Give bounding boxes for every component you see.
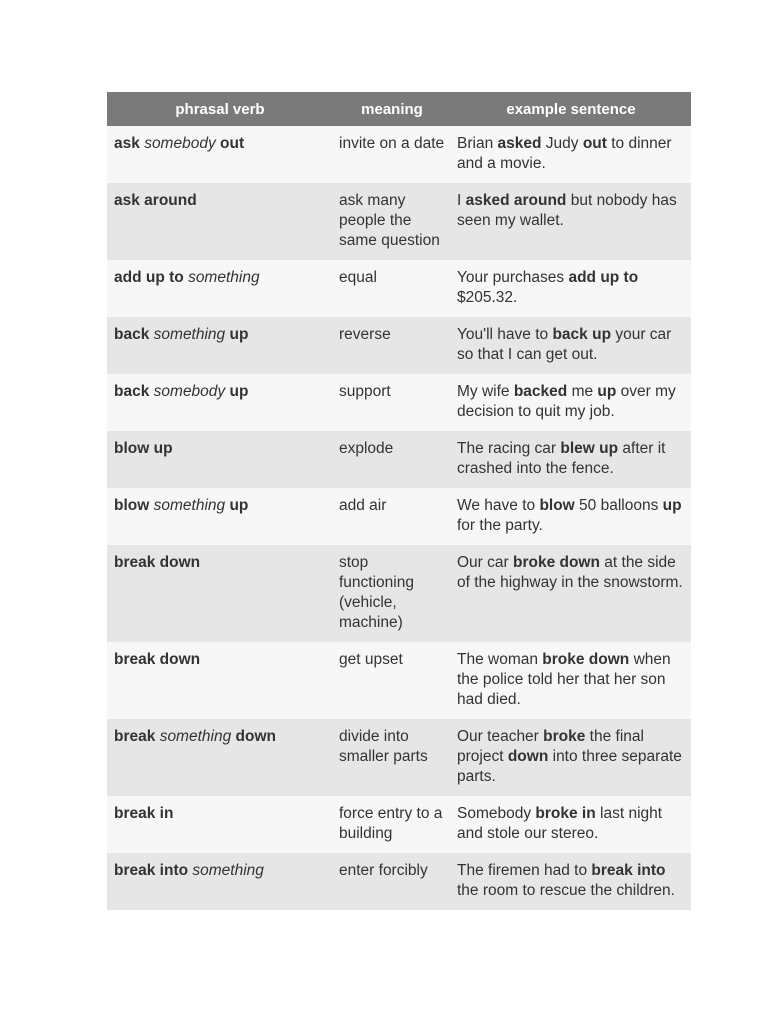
phrasal-verb-cell (107, 126, 333, 183)
header-row (107, 92, 691, 126)
bold-text: break (114, 728, 156, 745)
bold-text: up (597, 383, 617, 400)
meaning-cell: explode (333, 431, 451, 488)
text-segment: Brian (457, 135, 498, 152)
example-sentence-cell (451, 126, 691, 183)
text-segment: over my decision to quit my job. (457, 383, 676, 420)
table-row (107, 545, 691, 642)
table-row (107, 317, 691, 374)
table-header (107, 92, 691, 126)
example-sentence-cell (451, 183, 691, 260)
text-segment: The racing car (457, 440, 561, 457)
bold-text: broke down (542, 651, 630, 668)
text-segment: Our car (457, 554, 513, 571)
text-segment: your car so that I can get out. (457, 326, 672, 363)
meaning-cell: stop functioning (vehicle, machine) (333, 545, 451, 642)
table-row (107, 431, 691, 488)
bold-text: break into (114, 862, 189, 879)
text-segment: at the side of the highway in the snowstorm. (457, 554, 683, 591)
meaning-cell: support (333, 374, 451, 431)
bold-text: up (229, 497, 249, 514)
bold-text: ask (114, 135, 140, 152)
italic-text: something (153, 326, 226, 343)
bold-text: out (582, 135, 607, 152)
italic-text: somebody (153, 383, 226, 400)
meaning-cell: add air (333, 488, 451, 545)
text-segment: for the party. (457, 517, 543, 534)
phrasal-verb-cell (107, 853, 333, 910)
phrasal-verb-table (107, 92, 691, 910)
example-sentence-cell (451, 853, 691, 910)
text-segment: Judy (541, 135, 583, 152)
bold-text: ask around (114, 192, 197, 209)
phrasal-verb-cell (107, 488, 333, 545)
table-row (107, 126, 691, 183)
meaning-cell: force entry to a building (333, 796, 451, 853)
phrasal-verb-cell (107, 431, 333, 488)
text-segment: My wife (457, 383, 514, 400)
text-segment: The firemen had to (457, 862, 592, 879)
phrasal-verb-table-container (107, 92, 691, 910)
table-row (107, 853, 691, 910)
bold-text: blow up (114, 440, 173, 457)
phrasal-verb-cell (107, 183, 333, 260)
example-sentence-cell (451, 374, 691, 431)
bold-text: break down (114, 651, 201, 668)
table-row (107, 796, 691, 853)
meaning-cell: equal (333, 260, 451, 317)
bold-text: back (114, 383, 150, 400)
text-segment: $205.32. (457, 289, 518, 306)
bold-text: blow (539, 497, 575, 514)
text-segment: to dinner and a movie. (457, 135, 672, 172)
table-body (107, 126, 691, 910)
phrasal-verb-cell (107, 796, 333, 853)
text-segment: the room to rescue the children. (457, 882, 675, 899)
example-sentence-cell (451, 488, 691, 545)
text-segment: I (457, 192, 466, 209)
example-sentence-cell (451, 317, 691, 374)
text-segment: me (567, 383, 598, 400)
text-segment: 50 balloons (574, 497, 663, 514)
text-segment: Somebody (457, 805, 536, 822)
text-segment: after it crashed into the fence. (457, 440, 666, 477)
phrasal-verb-cell (107, 545, 333, 642)
bold-text: up (229, 383, 249, 400)
meaning-cell: reverse (333, 317, 451, 374)
text-segment: the final project (457, 728, 644, 765)
bold-text: down (507, 748, 549, 765)
meaning-cell: get upset (333, 642, 451, 719)
table-row (107, 719, 691, 796)
italic-text: something (159, 728, 232, 745)
bold-text: down (235, 728, 276, 745)
bold-text: add up to (568, 269, 639, 286)
bold-text: up (662, 497, 682, 514)
bold-text: blew up (560, 440, 619, 457)
example-sentence-cell (451, 719, 691, 796)
italic-text: somebody (144, 135, 216, 152)
phrasal-verb-cell (107, 374, 333, 431)
table-row (107, 260, 691, 317)
table-row (107, 183, 691, 260)
text-segment: but nobody has seen my wallet. (457, 192, 677, 229)
bold-text: broke down (512, 554, 600, 571)
table-row (107, 374, 691, 431)
text-segment: when the police told her that her son had died. (457, 651, 671, 708)
bold-text: broke (543, 728, 586, 745)
italic-text: something (192, 862, 264, 879)
text-segment: Your purchases (457, 269, 569, 286)
meaning-cell: ask many people the same question (333, 183, 451, 260)
bold-text: asked around (465, 192, 567, 209)
header-phrasal-verb: phrasal verb (107, 92, 333, 126)
text-segment: You'll have to (457, 326, 553, 343)
example-sentence-cell (451, 796, 691, 853)
phrasal-verb-cell (107, 317, 333, 374)
bold-text: back (114, 326, 150, 343)
bold-text: up (229, 326, 249, 343)
bold-text: break down (114, 554, 201, 571)
phrasal-verb-cell (107, 719, 333, 796)
table-row (107, 488, 691, 545)
example-sentence-cell (451, 545, 691, 642)
text-segment: The woman (457, 651, 543, 668)
bold-text: backed (513, 383, 568, 400)
phrasal-verb-cell (107, 260, 333, 317)
header-meaning: meaning (333, 92, 451, 126)
meaning-cell: invite on a date (333, 126, 451, 183)
text-segment: Our teacher (457, 728, 544, 745)
example-sentence-cell (451, 431, 691, 488)
bold-text: broke in (535, 805, 596, 822)
table-row (107, 642, 691, 719)
italic-text: something (153, 497, 226, 514)
text-segment: last night and stole our stereo. (457, 805, 663, 842)
example-sentence-cell (451, 642, 691, 719)
meaning-cell: enter forcibly (333, 853, 451, 910)
bold-text: back up (552, 326, 612, 343)
header-example-sentence: example sentence (451, 92, 691, 126)
bold-text: break in (114, 805, 174, 822)
text-segment: We have to (457, 497, 540, 514)
bold-text: out (220, 135, 245, 152)
bold-text: asked (497, 135, 542, 152)
example-sentence-cell (451, 260, 691, 317)
phrasal-verb-cell (107, 642, 333, 719)
bold-text: add up to (114, 269, 184, 286)
bold-text: break into (591, 862, 666, 879)
bold-text: blow (114, 497, 150, 514)
text-segment: into three separate parts. (457, 748, 682, 785)
italic-text: something (188, 269, 260, 286)
meaning-cell: divide into smaller parts (333, 719, 451, 796)
